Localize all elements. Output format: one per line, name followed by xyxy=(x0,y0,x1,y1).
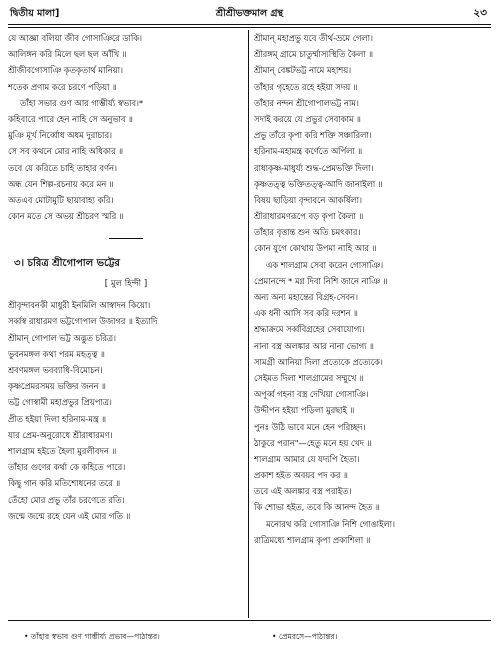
page-number: ২৩ xyxy=(473,7,487,19)
chapter-label: দ্বিতীয় মালা] xyxy=(10,8,60,19)
verse-line: শ্রদ্ধাক্রমে সর্ব্ববিগ্রহের সেবাযোগ্য। xyxy=(254,324,365,335)
verse-line: শ্রীমান্ বেঙ্কটভট্ট নামে মহাশয়। xyxy=(254,65,352,76)
verse-line: তেঁহো মোর প্রভু তাঁর চরণেতে রতি। xyxy=(8,494,125,505)
verse-line: উদ্দীপন হইয়া পড়িলা মুরছাই ॥ xyxy=(254,405,355,416)
verse-line: শ্রীজীবগোসাঞি কৃতকৃতার্থ মানিয়া। xyxy=(8,65,123,76)
verse-line: কি শোভা হইত, তবে কি আনন্দ হৈত ॥ xyxy=(254,502,380,513)
chapter-heading: ৩। চরিত্র শ্রীগোপাল ভট্টের xyxy=(14,258,120,270)
verse-line: কৃষ্ণতত্ত্ব ভক্তিতত্ত্ব-আদি জানাইলা ॥ xyxy=(254,178,383,189)
verse-line: শ্রীরঙ্গম্ গ্রামে চাতুর্ম্মাস্যস্থিতি কৈলা ॥ xyxy=(254,49,373,60)
verse-line: পুনঃ উঠি ভাবে মনে হেন পরিচ্ছদ। xyxy=(254,421,366,432)
verse-line: শালগ্রাম হইতে হৈলা মুরলীবদন ॥ xyxy=(8,445,117,456)
verse-line: প্রেমানন্দে * মগ্ন দিবা নিশি জানে নাঞি ॥ xyxy=(254,275,388,286)
verse-line: তবে যে করিতে চাহি তাহার বর্ণন। xyxy=(8,162,117,173)
verse-line: যে আজ্ঞা বলিয়া জীব গোসাঞিরে ডাকি। xyxy=(8,33,143,43)
verse-line: এক ধনী আসি সব করি দরশন ॥ xyxy=(254,308,358,319)
verse-line: অন্য অন্য মহান্তের বিগ্রহ-সেবন। xyxy=(254,292,358,302)
right-column xyxy=(254,30,491,548)
column-divider xyxy=(248,30,249,618)
verse-line: সামগ্রী আনিয়া দিলা প্রত্যেকে প্রত্যেকে। xyxy=(254,356,383,367)
verse-line: নানা বস্ত্র অলঙ্কার আর নানা ভোগ্য ॥ xyxy=(254,340,374,351)
verse-line: বিষয় ছাড়িয়া বৃন্দাবনে আকর্ষিলা। xyxy=(254,194,362,205)
verse-line: তাঁহার গুণের কর্থা কে কহিতে পারে। xyxy=(8,462,126,473)
verse-line: সদাই করয়ে যে প্রভুর সেবাকাম ॥ xyxy=(254,113,361,124)
verse-line: সেইমত দিলা শালগ্রামের সম্মুখে ॥ xyxy=(254,372,364,383)
verse-line: শ্রীমান্ গোপাল ভট্ট অদ্ভুত চরিত্র। xyxy=(8,332,116,343)
verse-line: হরিনাম-মহামন্ত্র কর্ণেতে অর্পিলা ॥ xyxy=(254,146,363,157)
verse-line: তাঁহার নন্দন শ্রীগোপালভট্ট নাম। xyxy=(254,97,359,108)
verse-line: কোন মতে সে অভয় শ্রীচরণ স্মরি ॥ xyxy=(8,211,124,222)
verse-line: শালগ্রাম আমার যে যদ্যপি হৈতা। xyxy=(254,453,360,464)
verse-line: প্রীত হইয়া দিলা হরিনাম-মন্ত্র ॥ xyxy=(8,413,106,424)
verse-line: অন্ধ যেন শিল্প-রচনায় করে মন ॥ xyxy=(8,178,114,189)
verse-line: শতেক প্রণাম করে চরণে পড়িয়া ॥ xyxy=(8,81,117,92)
verse-line: তাঁহা সভার গুণ আর গাম্ভীর্য্য স্বভাব।* xyxy=(20,97,144,108)
verse-line: শ্রবণমঙ্গল ভবব্যাধি-বিমোচন। xyxy=(8,365,103,375)
verse-line: যার প্রেম-অনুরোধে শ্রীরাধারমণ। xyxy=(8,429,113,440)
footnote-left: • তাঁহার স্বভাব গুণ গাম্ভীর্য্য প্রভাব—পাঠান্তর। xyxy=(24,632,160,641)
source-label: [ মুল হিন্দী ] xyxy=(104,279,148,290)
left-column xyxy=(8,30,244,524)
verse-line: মুঞি মূর্খ নির্ব্বোধ অধম দুরাচার। xyxy=(8,130,112,141)
verse-line: এক শালগ্রাম সেবা করেন গোসাঞি। xyxy=(266,259,384,270)
header-rule-double xyxy=(8,27,491,28)
verse-line: ভুবনমঙ্গল কথা পরম মহত্ত্ব ॥ xyxy=(8,348,105,359)
verse-line: রাত্রিমধ্যে শালগ্রাম কৃপা প্রকাশিলা ॥ xyxy=(254,534,371,545)
verse-line: কহিবারে পারে হেন নাহি সে অনুভাব ॥ xyxy=(8,113,133,124)
verse-line: তবে এই অলঙ্কার বস্ত্র পরাইত। xyxy=(254,486,352,497)
verse-line: মনোরথ করি গোসাঞি নিশি গোঙাইলা। xyxy=(266,518,395,529)
verse-line: জন্মে জন্মে রহে যেন এই মোর গতি ॥ xyxy=(8,510,131,521)
book-title: শ্রীশ্রীভক্তমাল গ্রন্থ xyxy=(215,8,284,19)
verse-line: কোন যুগে কোথায় উপমা নাহি আর ॥ xyxy=(254,243,377,254)
section-divider xyxy=(109,238,143,239)
verse-line: কৃষ্ণপ্রেমরসময় ভক্তির জনন ॥ xyxy=(8,381,106,392)
verse-line: রাধাকৃষ্ণ-মাধুর্য্য শুদ্ধ-প্রেমভক্তি দিলা। xyxy=(254,162,374,173)
verse-line: ঠাকুরে পরান"—হেতু মনে হয় খেদ ॥ xyxy=(254,437,372,448)
verse-line: কিছু গান করি মতিশোধনের তরে ॥ xyxy=(8,478,121,489)
verse-line: ভট্ট গোস্বামী মহাপ্রভুর প্রিয়পাত্র। xyxy=(8,397,112,408)
verse-line: শ্রীবৃন্দাবনকী মাধুরী ইনমিলি আস্বাদন কিয়ো। xyxy=(8,300,151,311)
verse-line: প্রভু তাঁরে কৃপা করি শক্তি সঞ্চারিলা। xyxy=(254,130,372,141)
running-header xyxy=(8,6,491,22)
verse-line: প্রকাশ হইত অবয়ব পদ কর ॥ xyxy=(254,470,348,481)
footnote-rule xyxy=(8,620,491,621)
verse-line: শ্রীরাধারমণরূপে বড় কৃপা কৈলা ॥ xyxy=(254,211,364,222)
verse-line: অপূর্ব্ব গহনা বস্ত্র দেখিয়া গোসাঞি। xyxy=(254,389,369,400)
verse-line: আলিঙ্গন করি মিলে ছল ছল আঁখি ॥ xyxy=(8,49,127,60)
footnote-right: • প্রেমরসে—পাঠান্তর। xyxy=(272,632,338,641)
header-rule xyxy=(8,24,491,25)
verse-line: সর্ব্বস্ব রাধারমণ ভট্টগোপাল উজাগর ॥ ইত্যাদি xyxy=(8,316,158,327)
verse-line: শ্রীমান্ মহাপ্রভু যবে তীর্থ-ভ্রমে গেলা। xyxy=(254,33,373,43)
verse-line: অতএব মোটামুটি ছায়াবাহ্য করি। xyxy=(8,194,114,205)
verse-line: তাঁহার বৃত্তান্ত শুন অতি চমৎকার। xyxy=(254,227,361,238)
verse-line: সে সব কথনে মোর নাহি অধিকার ॥ xyxy=(8,146,123,157)
verse-line: তাঁহার গৃহেতে রহে হইয়া সদয় ॥ xyxy=(254,81,358,92)
